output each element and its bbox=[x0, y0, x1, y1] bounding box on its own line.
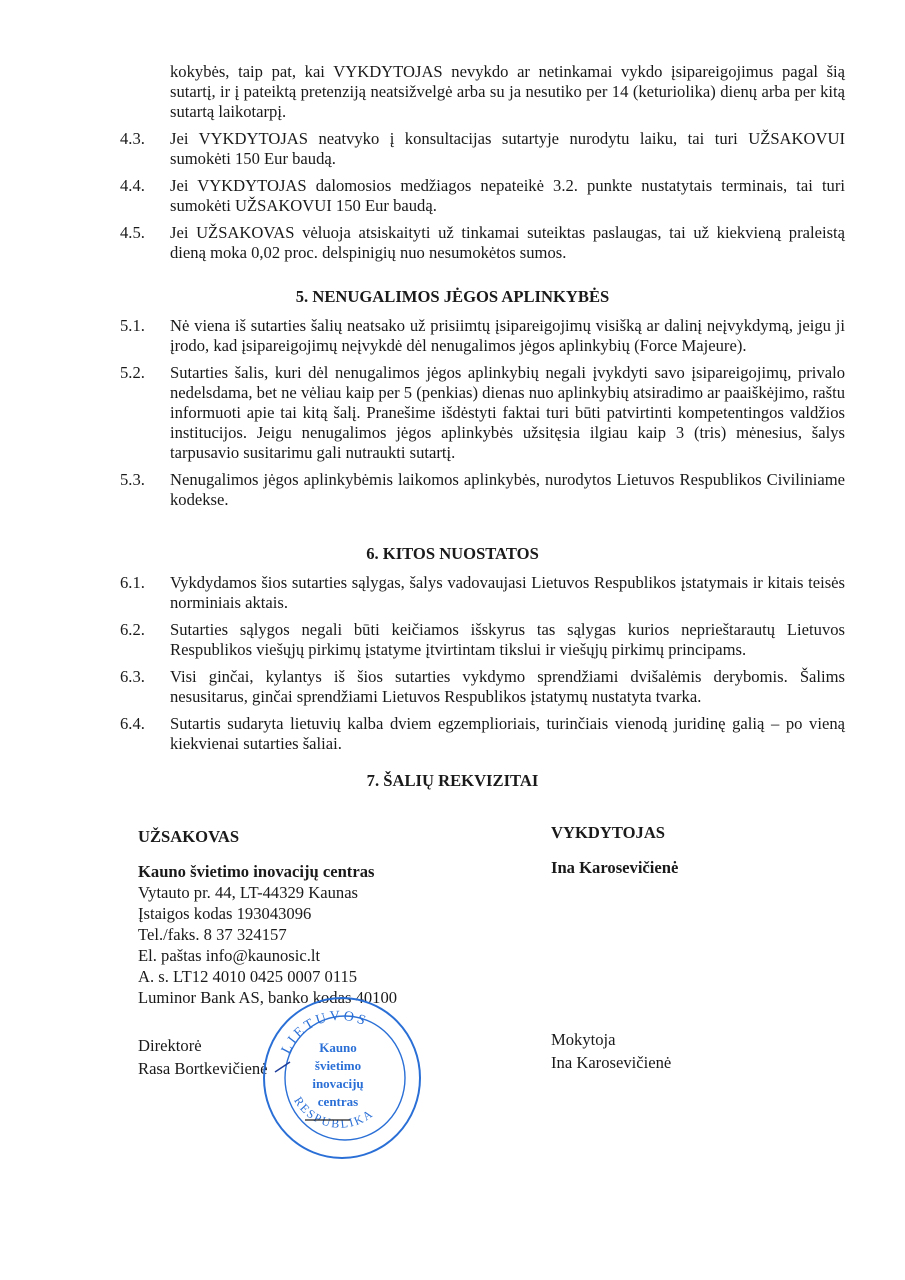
clause-5-3 bbox=[120, 470, 845, 510]
customer-line: Vytauto pr. 44, LT-44329 Kaunas bbox=[138, 883, 359, 902]
customer-line: El. paštas info@kaunosic.lt bbox=[138, 946, 321, 965]
clause-number: 5.2. bbox=[120, 363, 145, 382]
clause-text: Vykdydamos šios sutarties sąlygas, šalys vadovaujasi Lietuvos Respublikos įstatymais ir kitais teisės norminiais aktais. bbox=[170, 573, 845, 612]
clause-text: Nenugalimos jėgos aplinkybėmis laikomos aplinkybės, nurodytos Lietuvos Respublikos Civiliniame kodekse. bbox=[170, 470, 845, 509]
section-6-clauses bbox=[120, 573, 845, 761]
contractor-details bbox=[551, 822, 678, 1073]
clause-4-4 bbox=[120, 176, 845, 216]
clause-4-2-continuation: kokybės, taip pat, kai VYKDYTOJAS nevykdo ar netinkamai vykdo įsipareigojimus pagal šią sutartį, ir į pateiktą pretenziją neatsižvelgė arba su ja nesutiko per 14 (keturiolika) dienų arba per kitą sutartą laikotarpį. bbox=[170, 62, 845, 121]
customer-line: Luminor Bank AS, banko kodas 40100 bbox=[138, 988, 398, 1007]
stamp-center-line: inovacijų bbox=[312, 1076, 364, 1091]
clause-number: 5.1. bbox=[120, 316, 145, 335]
clause-number: 6.2. bbox=[120, 620, 145, 639]
customer-signatory: Rasa Bortkevičienė bbox=[138, 1059, 268, 1078]
clause-6-4 bbox=[120, 714, 845, 754]
contractor-role: VYKDYTOJAS bbox=[551, 823, 666, 842]
clause-number: 4.3. bbox=[120, 129, 145, 148]
clause-6-1 bbox=[120, 573, 845, 613]
clause-text: Sutarties sąlygos negali būti keičiamos išskyrus tas sąlygas kurios neprieštarautų Lietuvos Respublikos viešųjų pirkimų įstatyme įtvirtintam tikslui ir viešųjų pirkimų principams. bbox=[170, 620, 845, 659]
contractor-position: Mokytoja bbox=[551, 1030, 616, 1049]
clause-text: Jei VYKDYTOJAS dalomosios medžiagos nepateikė 3.2. punkte nustatytais terminais, tai turi sumokėti UŽSAKOVUI 150 Eur baudą. bbox=[170, 176, 845, 215]
clause-text: Sutarties šalis, kuri dėl nenugalimos jėgos aplinkybių negali įvykdyti savo įsipareigojimų, privalo nedelsdama, bet ne vėliau kaip per 5 (penkias) dienas nuo aplinkybių atsiradimo ar paaiškėjimo, raštu informuoti apie tai kitą šalį. Pranešime išdėstyti faktai turi būti patvirtinti kompetentingos valdžios institucijos. Jeigu nenugalimos jėgos aplinkybės užsitęsia ilgiau kaip 3 (tris) mėnesius, šalys tarpusavio susitarimu gali nutraukti sutartį. bbox=[170, 363, 845, 462]
clause-number: 6.1. bbox=[120, 573, 145, 592]
customer-role: UŽSAKOVAS bbox=[138, 827, 240, 846]
clause-4-5 bbox=[120, 223, 845, 263]
section-6-heading: 6. KITOS NUOSTATOS bbox=[366, 544, 539, 563]
signature-stroke bbox=[275, 1062, 290, 1072]
section-5-clauses bbox=[120, 316, 845, 517]
clause-text: Visi ginčai, kylantys iš šios sutarties vykdymo sprendžiami dvišalėmis derybomis. Šalims nesusitarus, ginčai sprendžiami Lietuvos Respublikos įstatymų nustatyta tvarka. bbox=[170, 667, 845, 706]
clause-6-2 bbox=[120, 620, 845, 660]
clause-number: 6.4. bbox=[120, 714, 145, 733]
stamp-center-line: švietimo bbox=[314, 1058, 362, 1073]
stamp-top-text: LIETUVOS bbox=[278, 1008, 371, 1057]
customer-name: Kauno švietimo inovacijų centras bbox=[138, 862, 375, 881]
customer-line: A. s. LT12 4010 0425 0007 0115 bbox=[138, 967, 358, 986]
clause-number: 4.5. bbox=[120, 223, 145, 242]
section-5-heading: 5. NENUGALIMOS JĖGOS APLINKYBĖS bbox=[295, 287, 610, 306]
clause-number: 6.3. bbox=[120, 667, 145, 686]
clause-5-2 bbox=[120, 363, 845, 463]
official-stamp bbox=[250, 990, 425, 1160]
clause-text: Sutartis sudaryta lietuvių kalba dviem egzemplioriais, turinčiais vienodą juridinę galią – po vieną kiekvienai sutarties šaliai. bbox=[170, 714, 845, 753]
contractor-name: Ina Karosevičienė bbox=[551, 858, 679, 877]
clause-text: Jei UŽSAKOVAS vėluoja atsiskaityti už tinkamai suteiktas paslaugas, tai už kiekvieną praleistą dieną moka 0,02 proc. delspinigių nuo nesumokėtos sumos. bbox=[170, 223, 845, 262]
clause-5-1 bbox=[120, 316, 845, 356]
clause-4-3 bbox=[120, 129, 845, 169]
stamp-center-line: centras bbox=[317, 1094, 359, 1109]
section-4-continued bbox=[120, 62, 845, 270]
customer-line: Tel./faks. 8 37 324157 bbox=[138, 925, 287, 944]
clause-number: 4.4. bbox=[120, 176, 145, 195]
stamp-bottom-text: RESPUBLIKA bbox=[291, 1094, 377, 1131]
clause-text: Jei VYKDYTOJAS neatvyko į konsultacijas sutartyje nurodytu laiku, tai turi UŽSAKOVUI sumokėti 150 Eur baudą. bbox=[170, 129, 845, 168]
clause-6-3 bbox=[120, 667, 845, 707]
stamp-center-line: Kauno bbox=[319, 1040, 357, 1055]
clause-text: Nė viena iš sutarties šalių neatsako už prisiimtų įsipareigojimų visišką ar dalinį neįvykdymą, jeigu ji įrodo, kad įsipareigojimų neįvykdė dėl nenugalimos jėgos aplinkybių (Force Majeure). bbox=[170, 316, 845, 355]
customer-position: Direktorė bbox=[138, 1036, 202, 1055]
contractor-signatory: Ina Karosevičienė bbox=[551, 1053, 672, 1072]
clause-number: 5.3. bbox=[120, 470, 145, 489]
section-7-heading: 7. ŠALIŲ REKVIZITAI bbox=[366, 771, 539, 790]
customer-line: Įstaigos kodas 193043096 bbox=[138, 904, 312, 923]
